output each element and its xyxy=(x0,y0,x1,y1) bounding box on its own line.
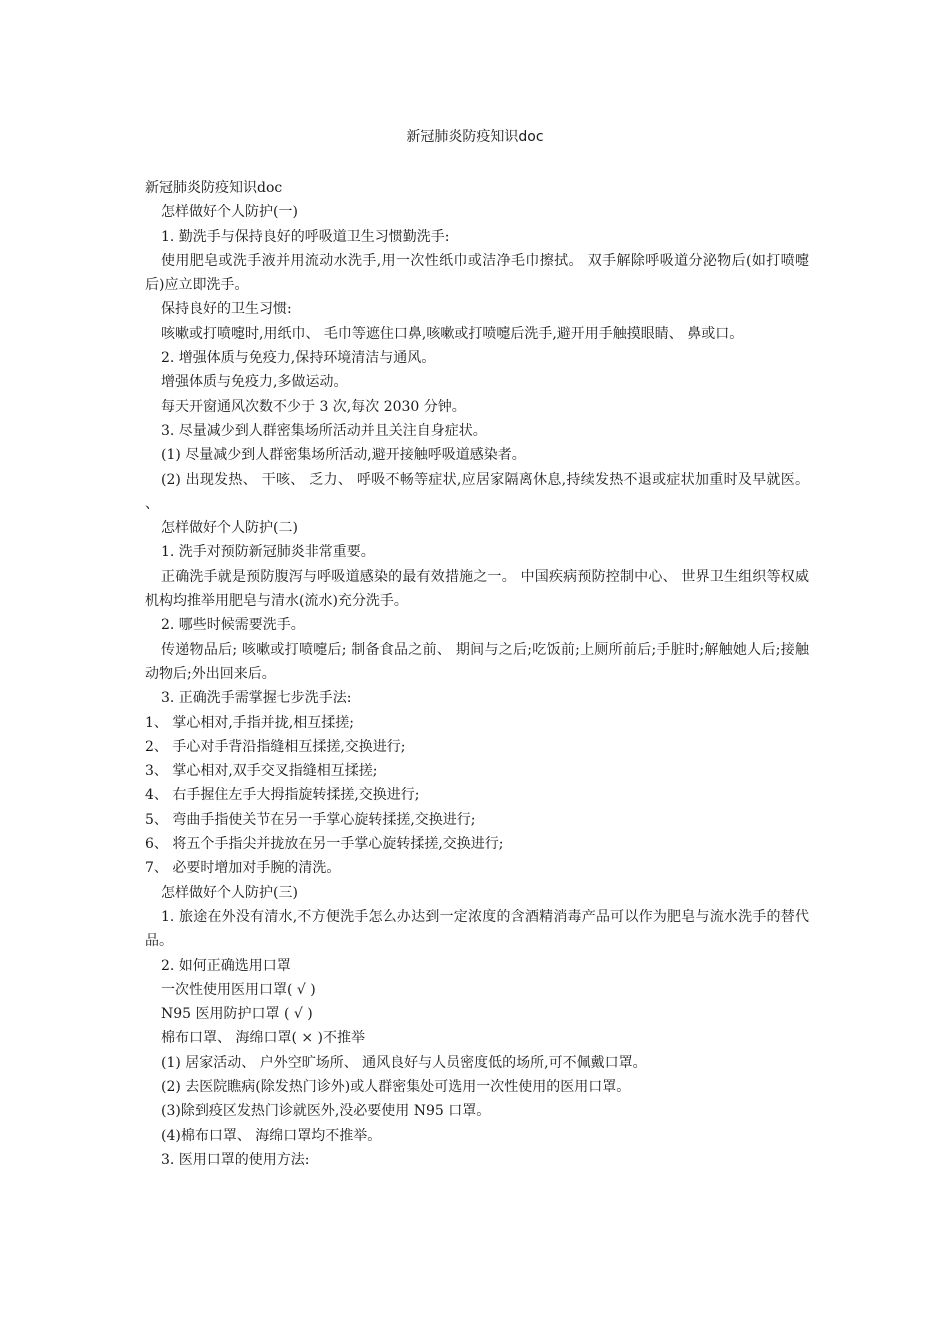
paragraph: 2. 如何正确选用口罩 xyxy=(161,957,291,974)
paragraph: (4)棉布口罩、 海绵口罩均不推举。 xyxy=(161,1127,382,1144)
paragraph: 6、 将五个手指尖并拢放在另一手掌心旋转揉搓,交换进行; xyxy=(145,836,504,853)
paragraph: 5、 弯曲手指使关节在另一手掌心旋转揉搓,交换进行; xyxy=(145,811,476,828)
paragraph: (2) 去医院瞧病(除发热门诊外)或人群密集处可选用一次性使用的医用口罩。 xyxy=(161,1078,631,1095)
paragraph: 3. 医用口罩的使用方法: xyxy=(161,1151,310,1168)
paragraph: 保持良好的卫生习惯: xyxy=(161,301,292,318)
paragraph: 正确洗手就是预防腹泻与呼吸道感染的最有效措施之一。 中国疾病预防控制中心、 世界卫生组织等权威机构均推举用肥皂与清水(流水)充分洗手。 xyxy=(145,568,809,610)
paragraph: 2. 增强体质与免疫力,保持环境清洁与通风。 xyxy=(161,350,436,367)
paragraph: 一次性使用医用口罩( √ ) xyxy=(161,981,316,998)
paragraph: (1) 居家活动、 户外空旷场所、 通风良好与人员密度低的场所,可不佩戴口罩。 xyxy=(161,1054,647,1071)
paragraph: 怎样做好个人防护(二) xyxy=(161,520,298,537)
paragraph: 1. 旅途在外没有清水,不方便洗手怎么办达到一定浓度的含酒精消毒产品可以作为肥皂与流水洗手的替代品。 xyxy=(145,908,809,950)
paragraph: 3、 掌心相对,双手交叉指缝相互揉搓; xyxy=(145,763,378,780)
paragraph: 3. 正确洗手需掌握七步洗手法: xyxy=(161,690,352,707)
paragraph: 增强体质与免疫力,多做运动。 xyxy=(161,374,348,391)
paragraph: 1. 勤洗手与保持良好的呼吸道卫生习惯勤洗手: xyxy=(161,228,450,245)
paragraph: 使用肥皂或洗手液并用流动水洗手,用一次性纸巾或洁净毛巾擦拭。 双手解除呼吸道分泌物后(如打喷嚏后)应立即洗手。 xyxy=(145,252,809,294)
paragraph: 2、 手心对手背沿指缝相互揉搓,交换进行; xyxy=(145,738,406,755)
page-title: 新冠肺炎防疫知识doc xyxy=(406,129,544,145)
paragraph: 7、 必要时增加对手腕的清洗。 xyxy=(145,860,341,877)
paragraph: (3)除到疫区发热门诊就医外,没必要使用 N95 口罩。 xyxy=(161,1103,491,1120)
paragraph: 4、 右手握住左手大拇指旋转揉搓,交换进行; xyxy=(145,787,420,804)
paragraph: 棉布口罩、 海绵口罩( × )不推举 xyxy=(161,1030,366,1047)
paragraph: 怎样做好个人防护(三) xyxy=(161,884,298,901)
document-body xyxy=(145,176,809,1172)
paragraph: 怎样做好个人防护(一) xyxy=(161,204,298,221)
paragraph: 3. 尽量减少到人群密集场所活动并且关注自身症状。 xyxy=(161,422,487,439)
paragraph: 传递物品后; 咳嗽或打喷嚏后; 制备食品之前、 期间与之后;吃饭前;上厕所前后;手脏时;解触她人后;接触动物后;外出回来后。 xyxy=(145,641,809,682)
paragraph: 2. 哪些时候需要洗手。 xyxy=(161,617,305,634)
paragraph: N95 医用防护口罩 ( √ ) xyxy=(161,1006,313,1023)
paragraph: 咳嗽或打喷嚏时,用纸巾、 毛巾等遮住口鼻,咳嗽或打喷嚏后洗手,避开用手触摸眼睛、 鼻或口。 xyxy=(161,325,744,342)
paragraph: (2) 出现发热、 干咳、 乏力、 呼吸不畅等症状,应居家隔离休息,持续发热不退或症状加重时及早就医。 、 xyxy=(145,471,809,512)
paragraph: 每天开窗通风次数不少于 3 次,每次 2030 分钟。 xyxy=(161,398,466,415)
paragraph: (1) 尽量减少到人群密集场所活动,避开接触呼吸道感染者。 xyxy=(161,447,526,464)
paragraph: 1. 洗手对预防新冠肺炎非常重要。 xyxy=(161,544,375,561)
paragraph: 新冠肺炎防疫知识doc xyxy=(145,180,283,196)
paragraph: 1、 掌心相对,手指并拢,相互揉搓; xyxy=(145,714,354,731)
